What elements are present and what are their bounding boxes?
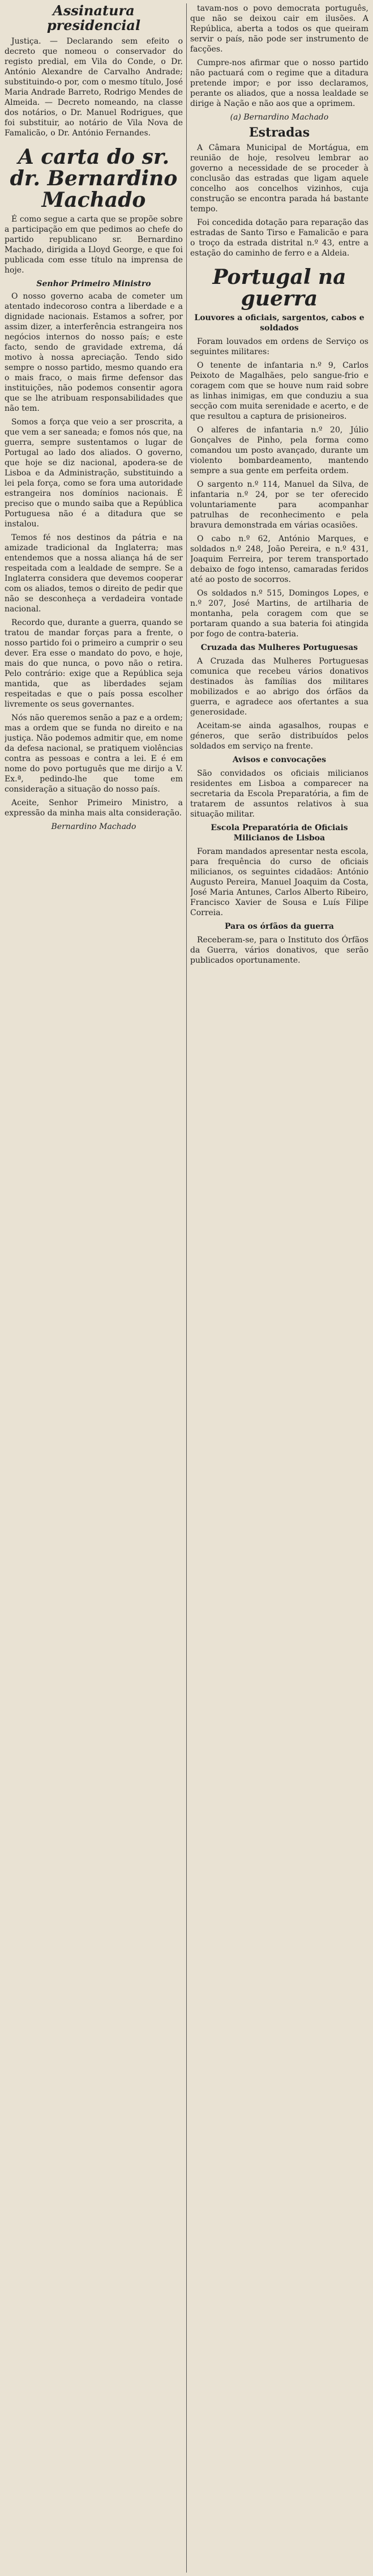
article-text: O cabo n.º 62, António Marques, e soldados n.º 248, João Pereira, e n.º 431, Joaquim Ferreira, por terem transportado debaixo de fogo intenso, camaradas feridos até ao posto de socorros. bbox=[190, 534, 368, 584]
headline-escola: Escola Preparatória de Oficiais Milicianos de Lisboa bbox=[211, 823, 348, 843]
article-text: Nós não queremos senão a paz e a ordem; mas a ordem que se funda no direito e na justiça. Não podemos admitir que, em nome da defesa nacional, se pratiquem violências contra as pessoas e contra a lei. E é em nome do povo português que me dirijo a V. Ex.ª, pedindo-lhe que tome em consideração a situação do nosso país. bbox=[5, 713, 183, 794]
letter-salutation: Senhor Primeiro Ministro bbox=[36, 279, 151, 288]
article-text: Os soldados n.º 515, Domingos Lopes, e n.º 207, José Martins, de artilharia de montanha, pela coragem com que se portaram quando a sua bateria foi atingida por fogo de contra-bateria. bbox=[190, 589, 368, 639]
article-text: O nosso governo acaba de cometer um atentado indecoroso contra a liberdade e a dignidade nacionais. Estamos a sofrer, por assim dizer, a interferência estrangeira nos negócios internos do nosso país; e este facto, sendo de gravidade extrema, dá motivo à nossa apreciação. Tendo sido sempre o nosso partido, mesmo quando era o mais fraco, o mais firme defensor das instituições, não podemos consentir agora que se lhe atribuam responsabilidades que não tem. bbox=[5, 292, 183, 413]
article-text: Cumpre-nos afirmar que o nosso partido não pactuará com o regime que a ditadura pretende impor; e por isso declaramos, perante os aliados, que a nossa lealdade se dirige à Nação e não aos que a oprimem. bbox=[190, 58, 368, 108]
column-divider bbox=[186, 3, 187, 2573]
headline-orfaos: Para os órfãos da guerra bbox=[225, 922, 334, 931]
article-text: Justiça. — Declarando sem efeito o decreto que nomeou o conservador do registo predial, em Vila do Conde, o Dr. António Alexandre de Carvalho Andrade; substituindo-o por, com o mesmo título, José Maria Andrade Barreto, Rodrigo Mendes de Almeida. — Decreto nomeando, na classe dos notários, o Dr. Manuel Rodrigues, que foi substituir, ao notário de Vila Nova de Famalicão, o Dr. António Fernandes. bbox=[5, 37, 183, 138]
article-text: Temos fé nos destinos da pátria e na amizade tradicional da Inglaterra; mas entendemos que a nossa aliança há de ser respeitada com a lealdade de sempre. Se a Inglaterra considera que devemos cooperar com os aliados, temos o direito de pedir que não se desconheça a verdadeira vontade nacional. bbox=[5, 533, 183, 614]
article-text: Aceitam-se ainda agasalhos, roupas e géneros, que serão distribuídos pelos soldados em serviço na frente. bbox=[190, 721, 368, 751]
article-text: Foi concedida dotação para reparação das estradas de Santo Tirso e Famalicão e para o troço da estrada distrital n.º 43, entre a estação do caminho de ferro e a Aldeia. bbox=[190, 218, 368, 258]
article-text: Aceite, Senhor Primeiro Ministro, a expressão da minha mais alta consideração. bbox=[5, 798, 183, 818]
article-text: Receberam-se, para o Instituto dos Órfãos da Guerra, vários donativos, que serão publicados oportunamente. bbox=[190, 936, 368, 965]
article-text: O tenente de infantaria n.º 9, Carlos Peixoto de Magalhães, pelo sangue-frio e coragem com que se houve num raid sobre as linhas inimigas, em que conduziu a sua secção com muita serenidade e acerto, e de que resultou a captura de prisioneiros. bbox=[190, 361, 368, 421]
letter-signature: Bernardino Machado bbox=[51, 822, 136, 831]
left-column bbox=[5, 3, 183, 2573]
headline-portugal-guerra: Portugal na guerra bbox=[212, 265, 346, 311]
headline-cruzada: Cruzada das Mulheres Portuguesas bbox=[200, 643, 358, 652]
subheadline-louvores: Louvores a oficiais, sargentos, cabos e soldados bbox=[194, 313, 365, 333]
article-text: São convidados os oficiais milicianos residentes em Lisboa a comparecer na secretaria da Escola Preparatória, a fim de tratarem de assuntos relativos à sua situação militar. bbox=[190, 769, 368, 819]
article-text: Recordo que, durante a guerra, quando se tratou de mandar forças para a frente, o nosso partido foi o primeiro a cumprir o seu dever. Era esse o mandato do povo, e hoje, mais do que nunca, o povo não o retira. Pelo contrário: exige que a República seja mantida, que as liberdades sejam respeitadas e que o país possa escolher livremente os seus governantes. bbox=[5, 618, 183, 709]
article-text: Foram mandados apresentar nesta escola, para frequência do curso de oficiais milicianos, os seguintes cidadãos: António Augusto Pereira, Manuel Joaquim da Costa, José Maria Antunes, Carlos Alberto Ribeiro, Francisco Xavier de Sousa e Luís Filipe Correia. bbox=[190, 847, 368, 917]
article-text: A Câmara Municipal de Mortágua, em reunião de hoje, resolveu lembrar ao governo a necessidade de se proceder à conclusão das estradas que ligam aquele concelho aos concelhos vizinhos, cuja construção se encontra parada há bastante tempo. bbox=[190, 143, 368, 214]
article-text: Foram louvados em ordens de Serviço os seguintes militares: bbox=[190, 337, 368, 356]
headline-assinatura: Assinatura presidencial bbox=[46, 3, 141, 33]
article-text: tavam-nos o povo democrata português, que não se deixou cair em ilusões. A República, aberta a todos os que queiram servir o país, não pode ser instrumento de facções. bbox=[190, 4, 368, 54]
article-text: O sargento n.º 114, Manuel da Silva, de infantaria n.º 24, por se ter oferecido voluntariamente para acompanhar patrulhas de reconhecimento e pela bravura demonstrada em várias ocasiões. bbox=[190, 480, 368, 530]
article-text: O alferes de infantaria n.º 20, Júlio Gonçalves de Pinho, pela forma como comandou um posto avançado, durante um violento bombardeamento, mantendo sempre a sua gente em perfeita ordem. bbox=[190, 426, 368, 475]
article-text: Somos a força que veio a ser proscrita, a que vem a ser saneada; e fomos nós que, na guerra, sempre sustentamos o lugar de Portugal ao lado dos aliados. O governo, que hoje se diz nacional, apodera-se de Lisboa e da Administração, substituindo a lei pela força, como se fora uma autoridade estrangeira nos domínios nacionais. É preciso que o mundo saiba que a República Portuguesa não é a ditadura que se instalou. bbox=[5, 418, 183, 529]
headline-estradas: Estradas bbox=[248, 125, 310, 140]
article-text: É como segue a carta que se propõe sobre a participação em que pedimos ao chefe do partido republicano sr. Bernardino Machado, dirigida a Lloyd George, e que foi publicada com esse título na imprensa de hoje. bbox=[5, 215, 183, 275]
right-column bbox=[190, 3, 368, 2573]
article-text: A Cruzada das Mulheres Portuguesas comunica que recebeu vários donativos destinados às famílias dos militares mobilizados e ao abrigo dos órfãos da guerra, e agradece aos ofertantes a sua generosidade. bbox=[190, 657, 368, 717]
letter-signature: (a) Bernardino Machado bbox=[230, 113, 329, 122]
headline-carta: A carta do sr. dr. Bernardino Machado bbox=[10, 145, 178, 212]
headline-avisos: Avisos e convocações bbox=[232, 755, 327, 764]
